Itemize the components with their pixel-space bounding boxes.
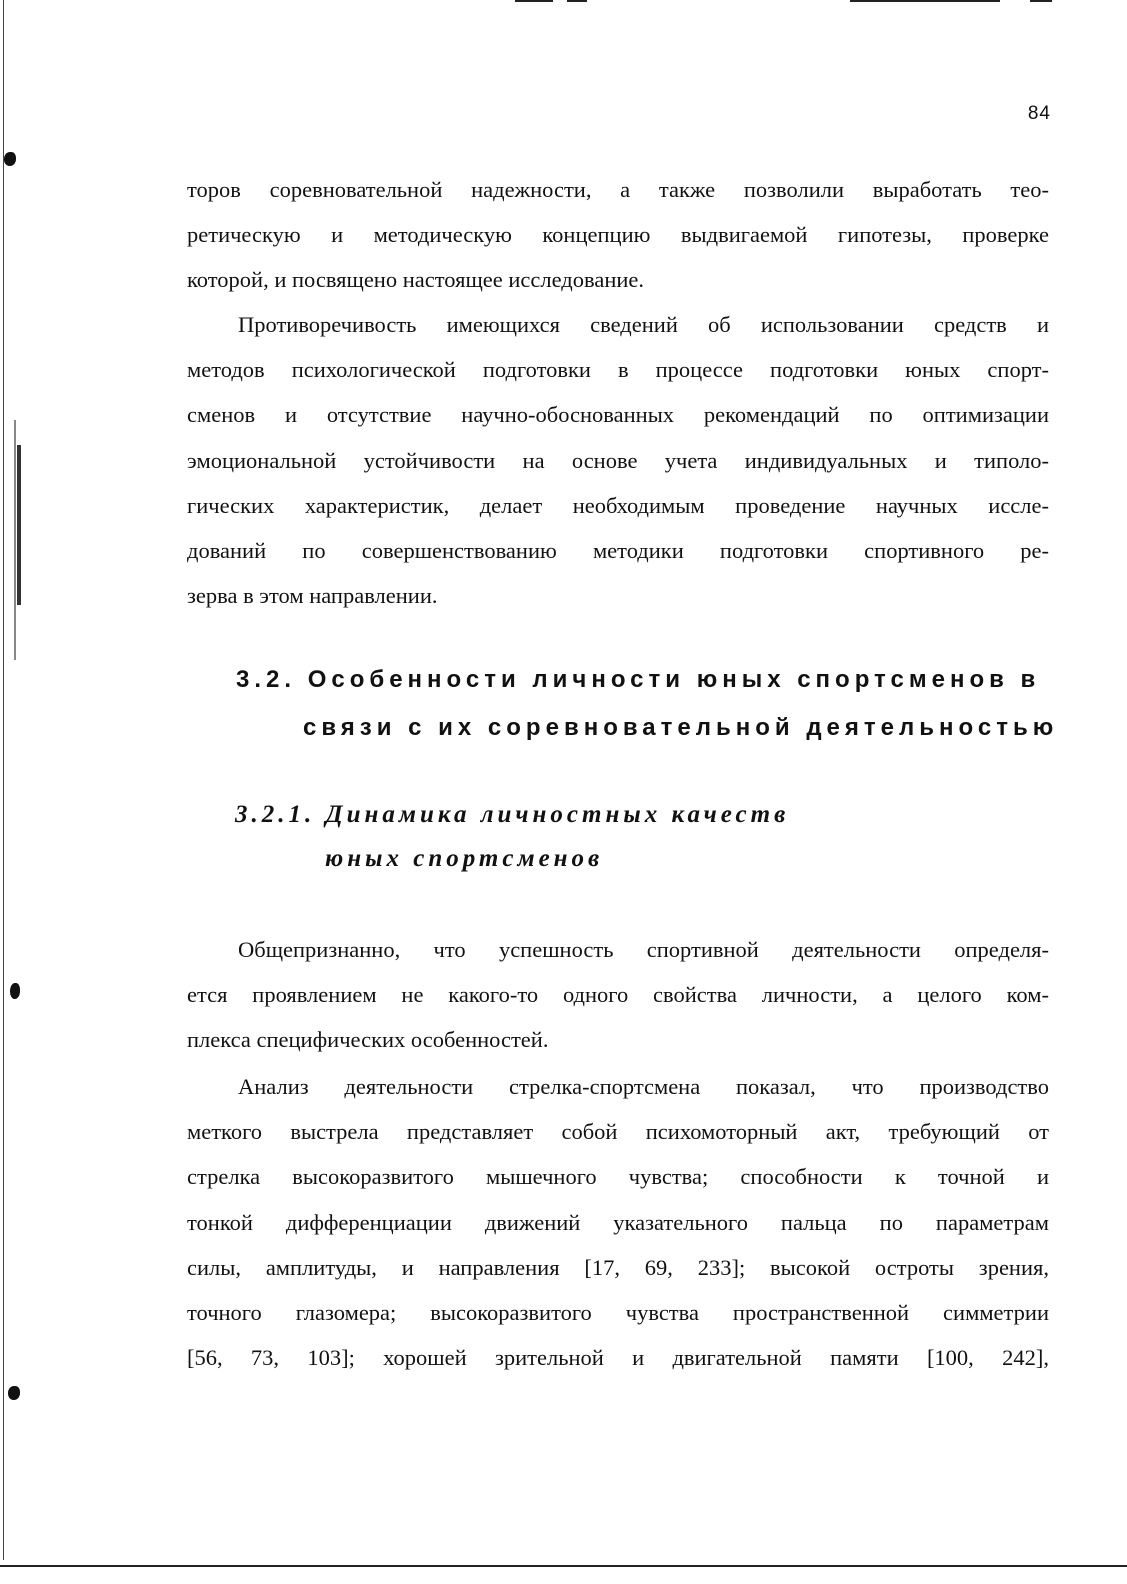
binding-hole-mark bbox=[4, 152, 16, 166]
text-line: ется проявлением не какого-то одного свойства личности, а целого ком- bbox=[187, 982, 1049, 1008]
text-line: меткого выстрела представляет собой психомоторный акт, требующий от bbox=[187, 1119, 1049, 1145]
text-line: методов психологической подготовки в процессе подготовки юных спорт- bbox=[187, 357, 1049, 383]
subsection-heading: 3.2.1. Динамика личностных качеств bbox=[235, 801, 790, 828]
scan-artifact bbox=[515, 0, 553, 2]
text-line: которой, и посвящено настоящее исследование. bbox=[187, 267, 645, 293]
text-line: стрелка высокоразвитого мышечного чувства; способности к точной и bbox=[187, 1164, 1049, 1190]
text-line: эмоциональной устойчивости на основе учета индивидуальных и типоло- bbox=[187, 447, 1049, 473]
paragraph bbox=[187, 302, 1049, 618]
text-line: Противоречивость имеющихся сведений об использовании средств и bbox=[238, 312, 1049, 337]
text-line: ретическую и методическую концепцию выдвигаемой гипотезы, проверке bbox=[187, 222, 1049, 248]
scan-artifact bbox=[1030, 0, 1052, 2]
section-heading-continued: связи с их соревновательной деятельностью bbox=[303, 714, 1059, 741]
paragraph bbox=[187, 1064, 1049, 1380]
scan-artifact bbox=[17, 445, 21, 605]
binding-hole-mark bbox=[8, 1386, 20, 1400]
text-line: торов соревновательной надежности, а также позволили выработать тео- bbox=[187, 177, 1049, 202]
scan-artifact bbox=[14, 420, 16, 660]
text-line: [56, 73, 103]; хорошей зрительной и двигательной памяти [100, 242], bbox=[187, 1345, 1049, 1371]
scan-artifact bbox=[850, 0, 1000, 2]
text-line: зерва в этом направлении. bbox=[187, 583, 438, 609]
text-line: силы, амплитуды, и направления [17, 69, 233]; высокой остроты зрения, bbox=[187, 1254, 1049, 1280]
section-heading: 3.2. Особенности личности юных спортсменов в bbox=[236, 666, 1041, 693]
text-line: Анализ деятельности стрелка-спортсмена показал, что производство bbox=[238, 1074, 1049, 1099]
scan-artifact bbox=[567, 0, 587, 2]
scan-artifact bbox=[3, 0, 4, 1560]
paragraph bbox=[187, 927, 1049, 1063]
text-line: тонкой дифференциации движений указательного пальца по параметрам bbox=[187, 1209, 1049, 1235]
text-line: точного глазомера; высокоразвитого чувства пространственной симметрии bbox=[187, 1300, 1049, 1326]
paragraph bbox=[187, 167, 1049, 303]
text-line: дований по совершенствованию методики подготовки спортивного ре- bbox=[187, 538, 1049, 564]
page-number: 84 bbox=[1027, 103, 1051, 124]
scan-artifact bbox=[0, 1565, 1127, 1567]
text-line: гических характеристик, делает необходимым проведение научных иссле- bbox=[187, 492, 1049, 518]
text-line: Общепризнанно, что успешность спортивной деятельности определя- bbox=[238, 937, 1049, 962]
binding-hole-mark bbox=[10, 983, 20, 999]
text-line: плекса специфических особенностей. bbox=[187, 1027, 549, 1053]
subsection-heading-continued: юных спортсменов bbox=[325, 845, 604, 872]
text-line: сменов и отсутствие научно-обоснованных рекомендаций по оптимизации bbox=[187, 402, 1049, 428]
